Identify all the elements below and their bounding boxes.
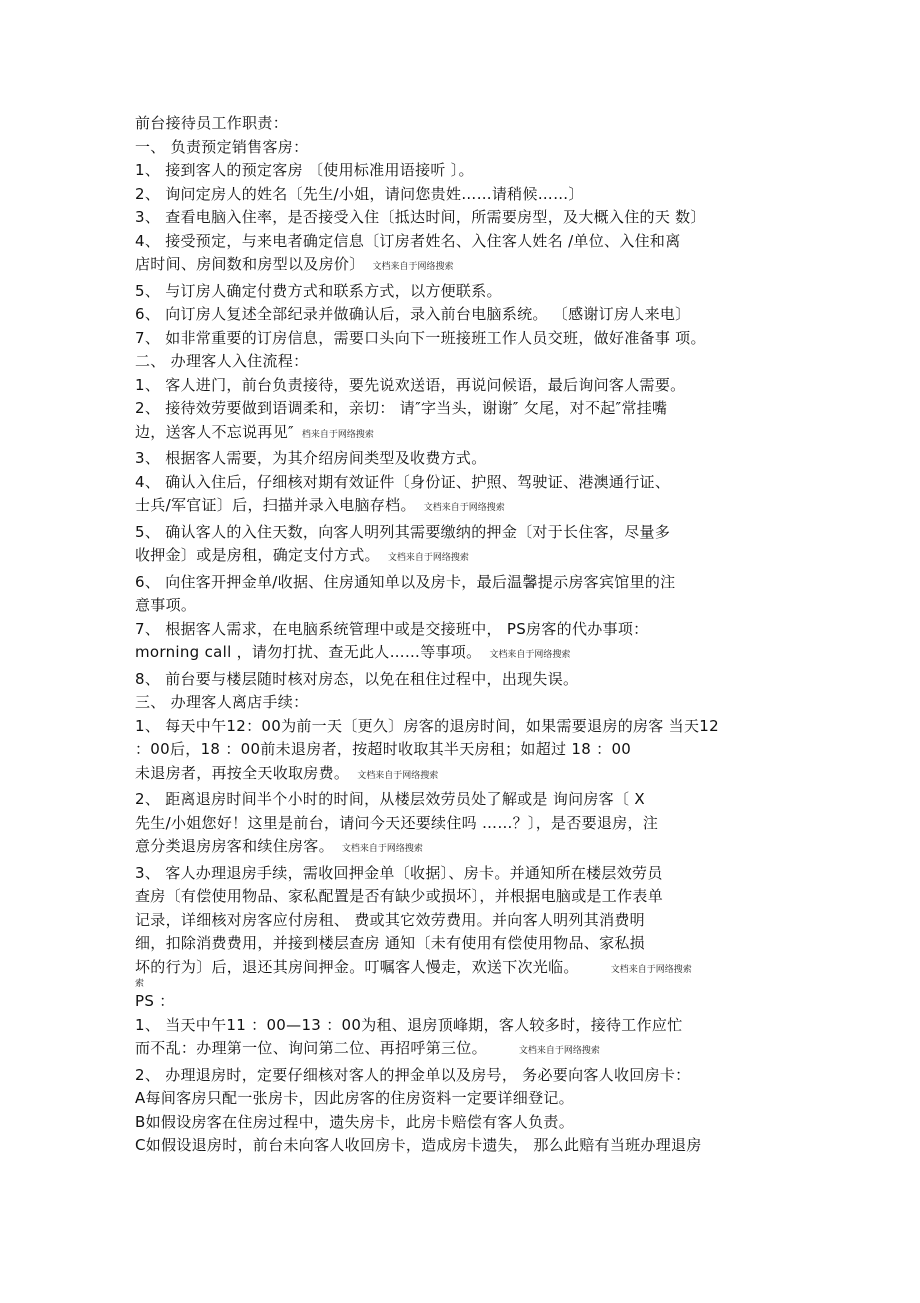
text-line: 3、 客人办理退房手续，需收回押金单〔收据〕、房卡。并通知所在楼层效劳员 xyxy=(135,863,663,882)
text-line-with-note xyxy=(135,544,785,571)
text-line: 2、 距离退房时间半个小时的时间，从楼层效劳员处了解或是 询问房客〔 X xyxy=(135,790,645,808)
line-text: 收押金〕或是房租，确定支付方式。 xyxy=(135,546,380,564)
text-line: 1、 当天中午11 ：00—13 ：00为租、退房顶峰期，客人较多时，接待工作应忙 xyxy=(135,1015,683,1034)
ps-heading: PS ： xyxy=(135,992,175,1010)
line-text: morning call ，请勿打扰、查无此人……等事项。 xyxy=(135,643,482,661)
text-line: 6、 向住客开押金单/收据、住房通知单以及房卡，最后温馨提示房客宾馆里的注 xyxy=(135,572,676,591)
text-line: 3、 根据客人需要，为其介绍房间类型及收费方式。 xyxy=(135,449,487,467)
text-line-with-note xyxy=(135,641,785,668)
source-note: 文档来自于网络搜索 xyxy=(610,964,692,975)
line-text: 店时间、房间数和房型以及房价〕 xyxy=(135,255,365,273)
text-line: 意事项。 xyxy=(135,596,197,614)
section-heading: 三、 办理客人离店手续： xyxy=(135,693,309,711)
section-heading: 一、 负责预定销售客房： xyxy=(135,137,309,156)
line-text: 意分类退房房客和续住房客。 xyxy=(135,837,334,855)
source-note: 文档来自于网络搜索 xyxy=(518,1046,600,1056)
text-line: 2、 办理退房时，定要仔细核对客人的押金单以及房号， 务必要向客人收回房卡： xyxy=(135,1065,691,1084)
line-text: 边，送客人不忘说再见″ xyxy=(135,422,294,441)
text-line-with-note xyxy=(135,421,785,448)
text-line: A每间客房只配一张房卡，因此房客的住房资料一定要详细登记。 xyxy=(135,1089,574,1107)
text-line: B如假设房客在住房过程中，遗失房卡，此房卡赔偿有客人负责。 xyxy=(135,1112,574,1131)
text-line-with-note xyxy=(135,835,785,862)
source-note: 文档来自于网络搜索 xyxy=(357,770,439,781)
text-line: 7、 根据客人需求，在电脑系统管理中或是交接班中， PS房客的代办事项： xyxy=(135,619,649,638)
line-text: 而不乱：办理第一位、询问第二位、再招呼第三位。 xyxy=(135,1039,487,1057)
line-text: 士兵/军官证〕后，扫描并录入电脑存档。 xyxy=(135,496,416,514)
section-heading: 二、 办理客人入住流程： xyxy=(135,352,309,370)
source-note: 档来自于网络搜索 xyxy=(301,429,374,440)
text-line: 记录，详细核对房客应付房租、 费或其它效劳费用。并向客人明列其消费明 xyxy=(135,910,645,929)
source-note-tail: 索 xyxy=(135,979,145,989)
text-line: ：00后，18 ：00前未退房者，按超时收取其半天房租；如超过 18 ：00 xyxy=(135,740,632,758)
text-line-with-note xyxy=(135,956,785,983)
document-page xyxy=(135,112,785,1158)
doc-title: 前台接待员工作职责： xyxy=(135,114,289,132)
text-line: C如假设退房时，前台未向客人收回房卡，造成房卡遗失， 那么此赔有当班办理退房 xyxy=(135,1136,702,1154)
text-line: 1、 接到客人的预定客房 〔使用标准用语接听 〕。 xyxy=(135,161,474,179)
text-line: 8、 前台要与楼层随时核对房态，以免在租住过程中，出现失误。 xyxy=(135,669,579,688)
text-line: 5、 确认客人的入住天数，向客人明列其需要缴纳的押金〔对于长住客，尽量多 xyxy=(135,522,671,541)
text-line: 细，扣除消费费用，并接到楼层查房 通知〔未有使用有偿使用物品、家私损 xyxy=(135,934,645,952)
line-text: 未退房者，再按全天收取房费。 xyxy=(135,763,350,782)
text-line: 7、 如非常重要的订房信息，需要口头向下一班接班工作人员交班，做好准备事 项。 xyxy=(135,328,706,347)
text-line: 查房〔有偿使用物品、家私配置是否有缺少或损坏〕，并根据电脑或是工作表单 xyxy=(135,887,664,905)
source-note: 文档来自于网络搜索 xyxy=(341,844,423,854)
line-text: 坏的行为〕后，退还其房间押金。叮嘱客人慢走，欢送下次光临。 xyxy=(135,957,579,976)
source-note: 文档来自于网络搜索 xyxy=(423,503,505,513)
text-line: 2、 询问定房人的姓名〔先生/小姐，请问您贵姓……请稍候……〕 xyxy=(135,184,584,203)
text-line: 2、 接待效劳要做到语调柔和，亲切： 请″字当头，谢谢″ 攵尾，对不起″常挂嘴 xyxy=(135,399,668,417)
text-line: 4、 确认入住后，仔细核对期有效证件〔身份证、护照、驾驶证、港澳通行证、 xyxy=(135,472,671,491)
text-line: 5、 与订房人确定付费方式和联系方式，以方便联系。 xyxy=(135,281,502,300)
text-line: 4、 接受预定，与来电者确定信息〔订房者姓名、入住客人姓名 /单位、入住和离 xyxy=(135,231,681,250)
text-line: 1、 每天中午12：00为前一天〔更久〕房客的退房时间，如果需要退房的房客 当天12 xyxy=(135,716,719,735)
text-line-with-note xyxy=(135,494,785,521)
text-line-with-note xyxy=(135,253,785,280)
text-line: 6、 向订房人复述全部纪录并做确认后，录入前台电脑系统。 〔感谢订房人来电〕 xyxy=(135,305,691,323)
text-line: 先生/小姐您好！这里是前台，请问今天还要续住吗 ……？〕，是否要退房，注 xyxy=(135,813,659,832)
source-note: 文档来自于网络搜索 xyxy=(387,553,469,563)
text-line: 3、 查看电脑入住率，是否接受入住〔抵达时间，所需要房型，及大概入住的天 数〕 xyxy=(135,208,706,226)
text-line-with-note xyxy=(135,762,785,789)
source-note: 文档来自于网络搜索 xyxy=(372,262,454,272)
text-line: 1、 客人进门，前台负责接待，要先说欢送语，再说问候语，最后询问客人需要。 xyxy=(135,375,686,394)
text-line-with-note xyxy=(135,1037,785,1064)
source-note: 文档来自于网络搜索 xyxy=(489,650,571,660)
